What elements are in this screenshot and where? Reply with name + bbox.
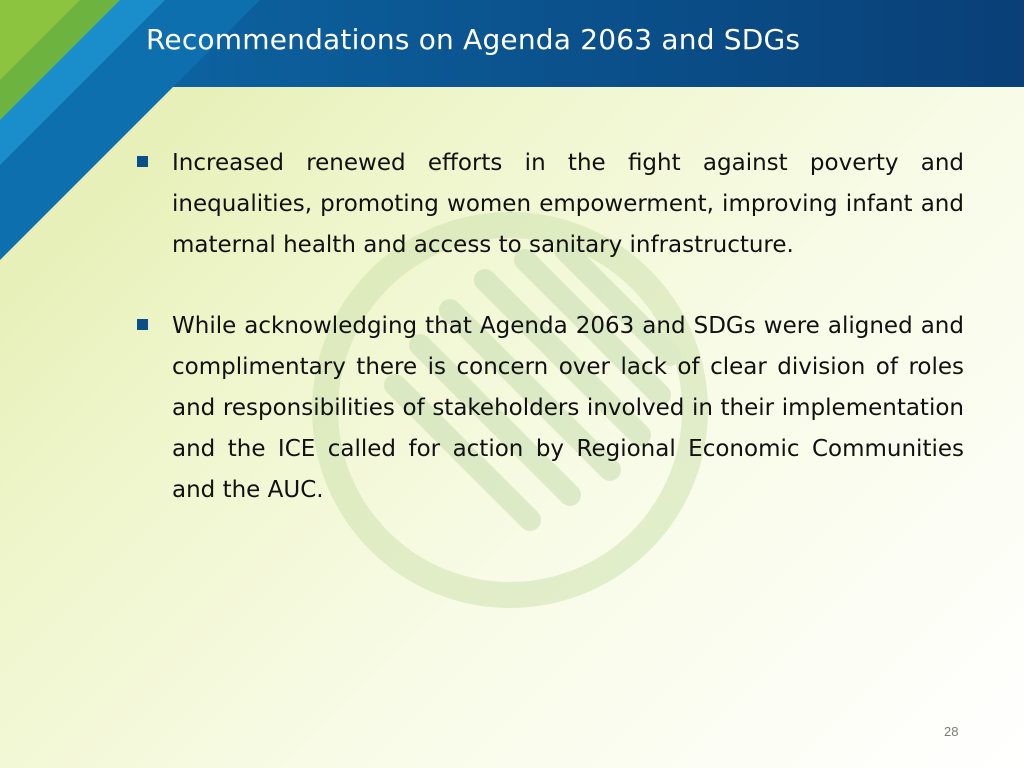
square-bullet-icon — [137, 156, 148, 167]
slide-title: Recommendations on Agenda 2063 and SDGs — [146, 23, 801, 56]
square-bullet-icon — [137, 319, 148, 330]
page-number: 28 — [944, 724, 959, 739]
bullet-list — [134, 143, 964, 551]
bullet-text: While acknowledging that Agenda 2063 and SDGs were aligned and complimentary there is concern over lack of clear division of roles and responsibilities of stakeholders involved in their implementation and the ICE called for action by Regional Economic Communities and the AUC. — [172, 313, 964, 503]
bullet-item — [134, 306, 964, 511]
bullet-text: Increased renewed efforts in the fight against poverty and inequalities, promoting women empowerment, improving infant and maternal health and access to sanitary infrastructure. — [172, 150, 964, 258]
bullet-item — [134, 143, 964, 266]
